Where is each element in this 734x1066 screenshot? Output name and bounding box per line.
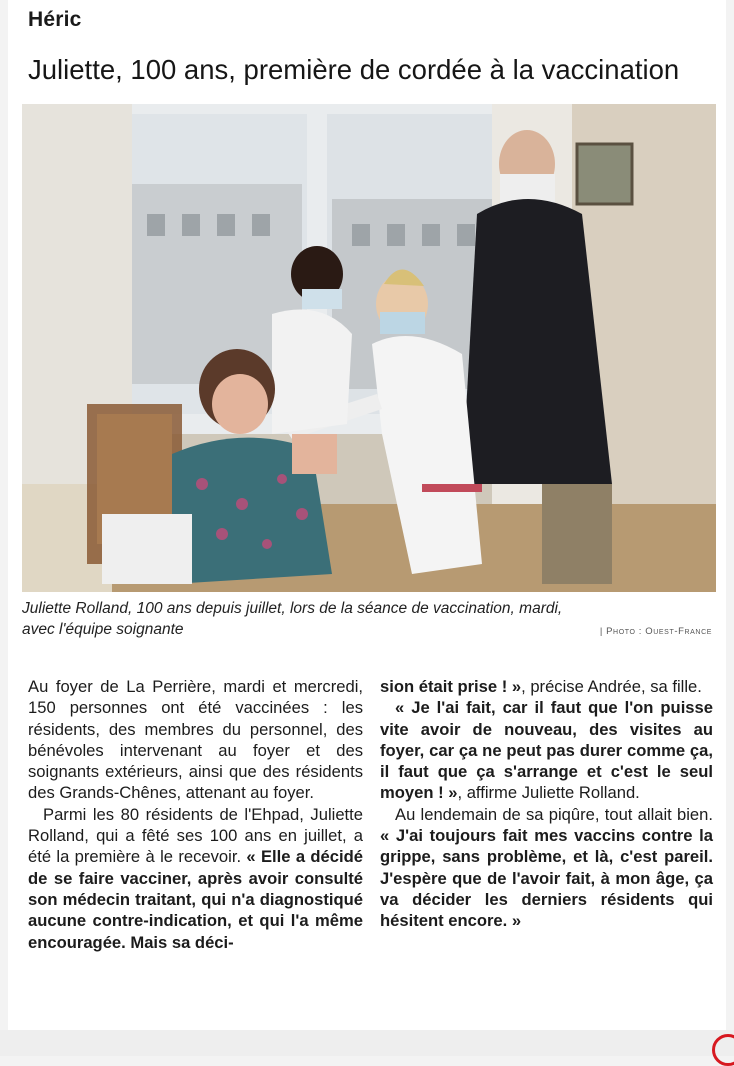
article-location: Héric: [28, 8, 82, 31]
bottom-bar: [0, 1030, 734, 1056]
article-headline: Juliette, 100 ans, première de cordée à la vaccination: [28, 54, 680, 85]
paragraph: [380, 804, 713, 932]
text-run: , affirme Juliette Rolland.: [457, 783, 640, 803]
paragraph: [28, 804, 363, 953]
paragraph: Au foyer de La Perrière, mardi et mercredi, 150 personnes ont été vaccinées : les résidents, des membres du personnel, des bénévoles intervenant au foyer et des soignants extérieurs, ainsi que des résidents des Grands-Chênes, attenant au foyer.: [28, 677, 363, 803]
text-run: Au lendemain de sa piqûre, tout allait bien.: [395, 804, 713, 824]
corner-logo-icon: [712, 1034, 734, 1066]
vaccination-photo: [22, 104, 716, 592]
paragraph: [380, 697, 713, 803]
text-run: Parmi les 80 résidents de l'Ehpad, Juliette Rolland, qui a fêté ses 100 ans en juillet, a été la première à le recevoir.: [28, 804, 363, 867]
text-run: , précise Andrée, sa fille.: [521, 677, 702, 696]
newspaper-page: [8, 0, 726, 1030]
paragraph: [380, 676, 713, 697]
article-photo: [22, 104, 716, 592]
quote-run: « J'ai toujours fait mes vaccins contre la grippe, sans problème, et là, c'est pareil. J'espère que de l'avoir fait, à mon âge, ça va décider les derniers résidents qui hésitent encore. »: [380, 826, 713, 931]
photo-credit: | Photo : Ouest-France: [599, 626, 712, 637]
article-column-1: [28, 676, 363, 953]
article-column-2: [380, 676, 713, 932]
quote-run: sion était prise ! »: [380, 677, 522, 696]
caption-line-2: avec l'équipe soignante: [22, 621, 184, 638]
caption-line-1: Juliette Rolland, 100 ans depuis juillet, lors de la séance de vaccination, mardi,: [22, 600, 563, 617]
quote-run: « Je l'ai fait, car il faut que l'on puisse vite avoir de nouveau, des visites au foyer, car ça ne peut pas durer comme ça, il faut que ça s'arrange et c'est le seul moyen ! »: [380, 698, 713, 803]
quote-run: « Elle a décidé de se faire vacciner, après avoir consulté son médecin traitant, qui n'a diagnostiqué aucune contre-indication, et qui l'a même encouragée. Mais sa déci-: [28, 847, 363, 952]
